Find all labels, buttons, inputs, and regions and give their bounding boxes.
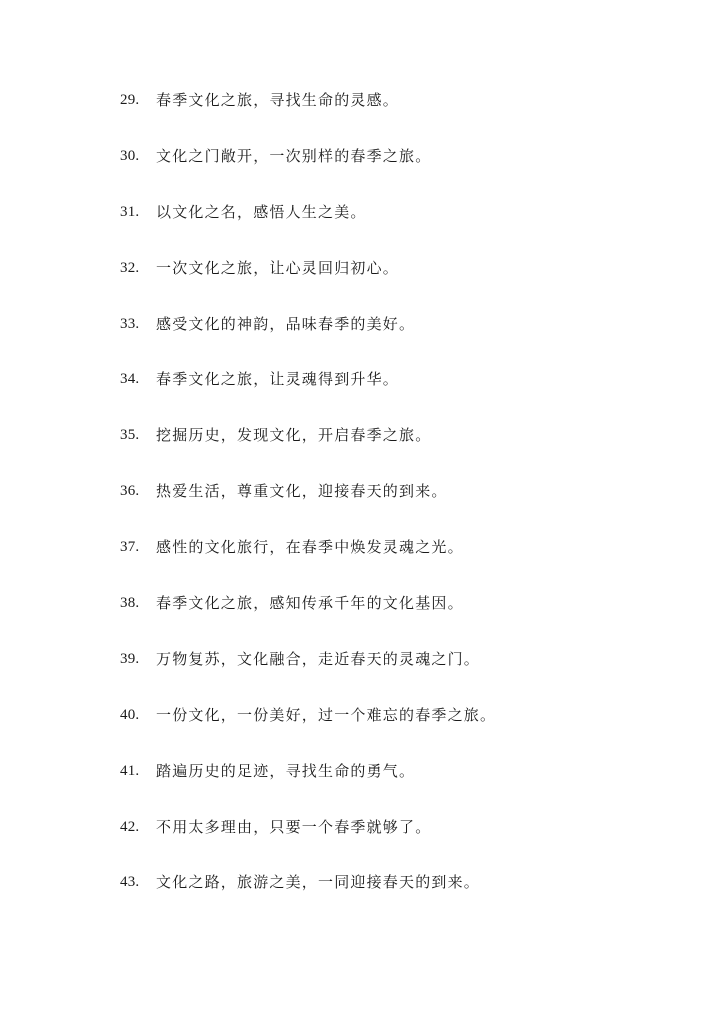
item-number: 32. bbox=[120, 259, 140, 276]
list-item bbox=[120, 757, 496, 785]
item-number: 40. bbox=[120, 706, 140, 723]
item-number: 42. bbox=[120, 818, 140, 835]
item-text: 感受文化的神韵，品味春季的美好。 bbox=[156, 314, 416, 333]
item-text: 一份文化，一份美好，过一个难忘的春季之旅。 bbox=[156, 705, 497, 724]
item-text: 踏遍历史的足迹，寻找生命的勇气。 bbox=[156, 761, 416, 780]
item-text: 春季文化之旅，寻找生命的灵感。 bbox=[156, 91, 400, 109]
list-item bbox=[120, 477, 496, 505]
list-item bbox=[120, 421, 496, 449]
item-text: 一次文化之旅，让心灵回归初心。 bbox=[156, 258, 400, 277]
item-text: 春季文化之旅，让灵魂得到升华。 bbox=[156, 370, 400, 389]
item-number: 43. bbox=[120, 874, 140, 891]
item-text: 不用太多理由，只要一个春季就够了。 bbox=[156, 817, 432, 836]
list-item bbox=[120, 813, 496, 841]
list-item bbox=[120, 142, 496, 170]
list-item bbox=[120, 868, 496, 896]
item-text: 万物复苏，文化融合，走近春天的灵魂之门。 bbox=[156, 649, 481, 668]
item-number: 29. bbox=[120, 92, 140, 108]
item-number: 38. bbox=[120, 595, 140, 612]
item-text: 文化之路，旅游之美，一同迎接春天的到来。 bbox=[156, 873, 481, 892]
item-number: 30. bbox=[120, 147, 140, 164]
list-item bbox=[120, 701, 496, 729]
list-item bbox=[120, 589, 496, 617]
item-text: 春季文化之旅，感知传承千年的文化基因。 bbox=[156, 594, 464, 613]
list-item bbox=[120, 198, 496, 226]
item-text: 挖掘历史，发现文化，开启春季之旅。 bbox=[156, 426, 432, 445]
item-text: 以文化之名，感悟人生之美。 bbox=[156, 202, 367, 221]
list-item bbox=[120, 645, 496, 673]
list-item bbox=[120, 310, 496, 338]
item-text: 热爱生活，尊重文化，迎接春天的到来。 bbox=[156, 482, 448, 501]
list-item bbox=[120, 365, 496, 393]
list-item bbox=[120, 533, 496, 561]
item-number: 35. bbox=[120, 427, 140, 444]
list-item bbox=[120, 86, 496, 114]
list-item bbox=[120, 254, 496, 282]
item-text: 文化之门敞开，一次别样的春季之旅。 bbox=[156, 146, 432, 165]
item-number: 41. bbox=[120, 762, 140, 779]
item-number: 34. bbox=[120, 371, 140, 388]
item-text: 感性的文化旅行，在春季中焕发灵魂之光。 bbox=[156, 538, 464, 557]
item-number: 37. bbox=[120, 539, 140, 556]
item-number: 36. bbox=[120, 483, 140, 500]
item-number: 31. bbox=[120, 203, 140, 220]
item-number: 39. bbox=[120, 650, 140, 667]
item-number: 33. bbox=[120, 315, 140, 332]
numbered-list bbox=[120, 86, 496, 924]
